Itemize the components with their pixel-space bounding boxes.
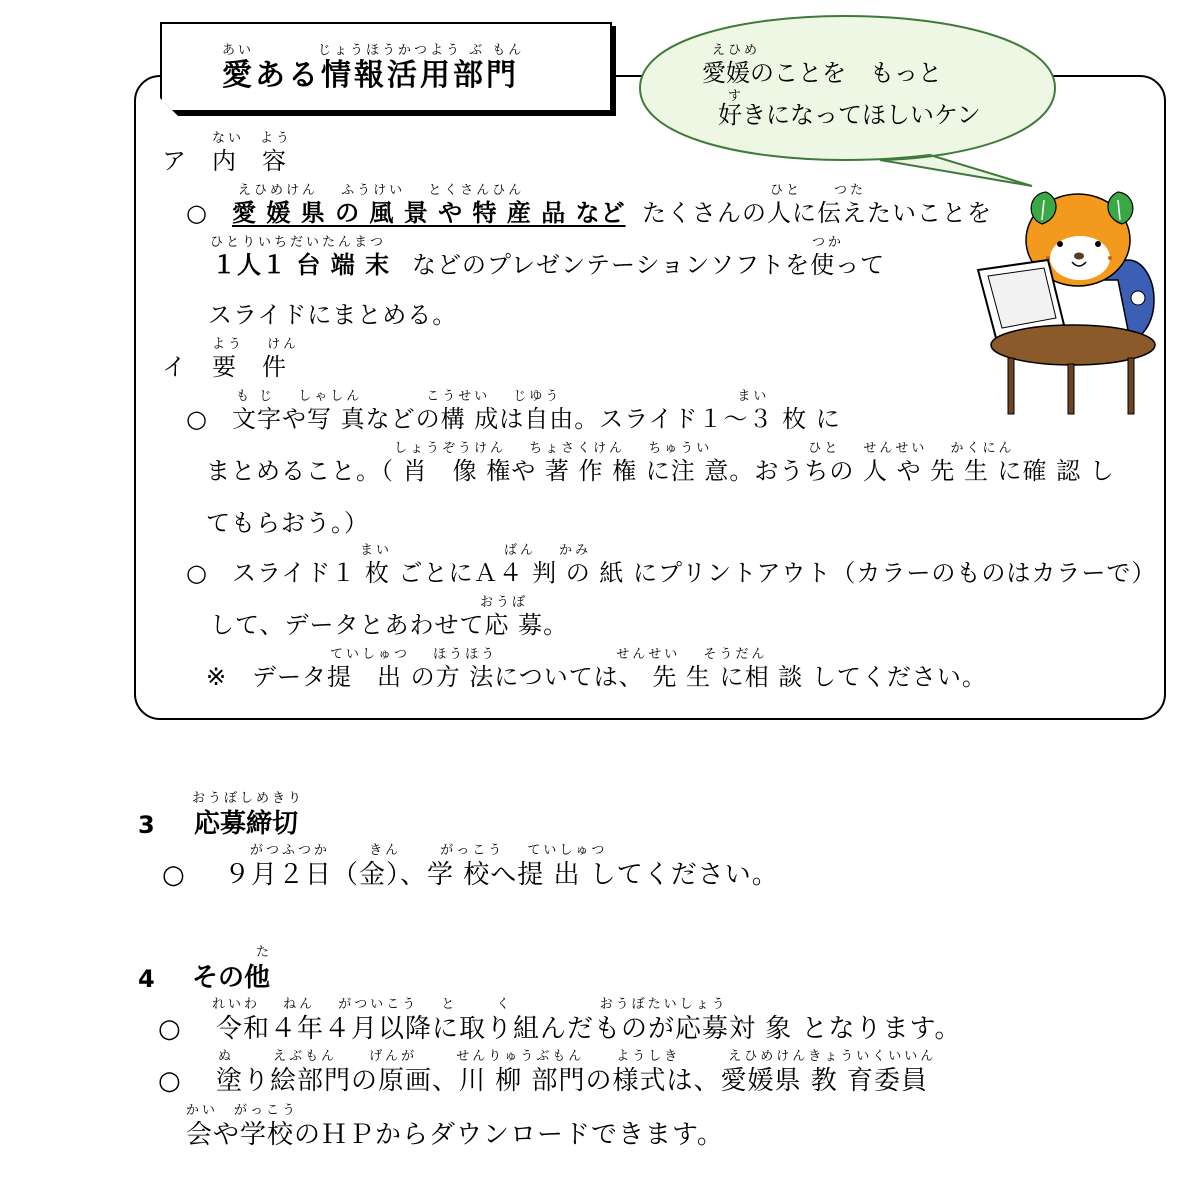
i-item1-l2: まとめること。（ 肖 像 権や 著 作 権 に注 意。おうちの 人 や 先 生 に確 認 し bbox=[206, 457, 1115, 485]
a-item3: スライドにまとめる。 bbox=[208, 301, 458, 329]
title-ruby-ai: あい bbox=[222, 43, 255, 58]
bubble-ruby-su: す bbox=[728, 89, 745, 104]
section3-title: 応募締切 bbox=[194, 809, 299, 839]
section3-ruby: おうぼしめきり bbox=[192, 791, 305, 806]
bubble-line2: 好きになってほしいケン bbox=[718, 101, 981, 129]
bubble-line1: 愛媛のことを もっと bbox=[702, 59, 942, 87]
section4-ruby: た bbox=[256, 945, 273, 960]
i-item2-l2: して、データとあわせて応 募。 bbox=[210, 611, 569, 639]
note-mark: ※ bbox=[206, 663, 228, 691]
section4-item2: 塗り絵部門の原画、川 柳 部門の様式は、愛媛県 教 育委員 bbox=[216, 1066, 929, 1096]
section4-item2-ruby: ぬ えぶもん げんが せんりゅうぶもん ようしき えひめけんきょういくいいん bbox=[218, 1049, 937, 1064]
bubble-ruby-ehime: えひめ bbox=[712, 43, 761, 58]
a-item2-rest: などのプレゼンテーションソフトを使って bbox=[412, 251, 886, 279]
section4-item1: 令和４年４月以降に取り組んだものが応募対 象 となります。 bbox=[216, 1014, 962, 1044]
i-item1-l3: てもらおう。） bbox=[206, 509, 369, 537]
section4-number: 4 bbox=[138, 965, 155, 993]
i-item1-l2-ruby: しょうぞうけん ちょさくけん ちゅうい ひと せんせい かくにん bbox=[394, 441, 1015, 456]
title-ruby: じょうほうかつよう ぶ もん bbox=[318, 43, 525, 58]
a-item2-ruby2: つか bbox=[812, 235, 845, 250]
section4-item2-l2-ruby: かい がっこう bbox=[186, 1103, 299, 1118]
section4-title: その他 bbox=[192, 963, 271, 993]
section3-line-ruby: がつふつか きん がっこう ていしゅつ bbox=[250, 843, 608, 858]
i-heading: イ 要 件 bbox=[162, 353, 287, 381]
section4-item2-bullet: ○ bbox=[158, 1066, 182, 1096]
i-item2-bullet: ○ bbox=[186, 559, 208, 587]
section3-bullet: ○ bbox=[162, 860, 186, 890]
a-item1-ruby2: ひと つた bbox=[770, 183, 867, 198]
a-item1-bold: 愛 媛 県 の 風 景 や 特 産 品 など bbox=[232, 199, 626, 227]
section3-line: ９月２日（金）、学 校へ提 出 してください。 bbox=[224, 860, 779, 890]
section4-item1-bullet: ○ bbox=[158, 1014, 182, 1044]
section-title: 愛ある情報活用部門 bbox=[222, 58, 519, 93]
i-item1-ruby: も じ しゃしん こうせい じゆう まい bbox=[236, 389, 770, 404]
i-item2-ruby: まい ばん かみ bbox=[360, 543, 592, 558]
section3-number: 3 bbox=[138, 811, 155, 839]
note-ruby: ていしゅつ ほうほう せんせい そうだん bbox=[330, 647, 768, 662]
i-item1-bullet: ○ bbox=[186, 405, 208, 433]
section4-item2-l2: 会や学校のＨＰからダウンロードできます。 bbox=[186, 1120, 724, 1150]
a-item1-bullet: ○ bbox=[186, 199, 208, 227]
a-heading-ruby: ない よう bbox=[212, 131, 293, 146]
a-item2-ruby: ひとりいちだいたんまつ bbox=[210, 235, 387, 250]
i-item2-l2-ruby: おうぼ bbox=[480, 595, 529, 610]
a-heading: ア 内 容 bbox=[162, 147, 287, 175]
a-item1-ruby: えひめけん ふうけい とくさんひん bbox=[238, 183, 525, 198]
section4-item1-ruby: れいわ ねん がついこう と く おうぼたいしょう bbox=[212, 997, 728, 1012]
i-item1: 文字や写 真などの構 成は自由。スライド１～３ 枚 に bbox=[232, 405, 841, 433]
i-item2: スライド１ 枚 ごとにＡ４ 判 の 紙 にプリントアウト（カラーのものはカラーで） bbox=[232, 559, 1157, 587]
a-item1-rest: たくさんの人に伝えたいことを bbox=[642, 199, 992, 227]
a-item2-bold: １人１ 台 端 末 bbox=[212, 251, 391, 279]
i-heading-ruby: よう けん bbox=[212, 337, 300, 352]
mikyan-mascot-icon bbox=[968, 180, 1168, 420]
note-text: データ提 出 の方 法については、 先 生 に相 談 してください。 bbox=[252, 663, 987, 691]
